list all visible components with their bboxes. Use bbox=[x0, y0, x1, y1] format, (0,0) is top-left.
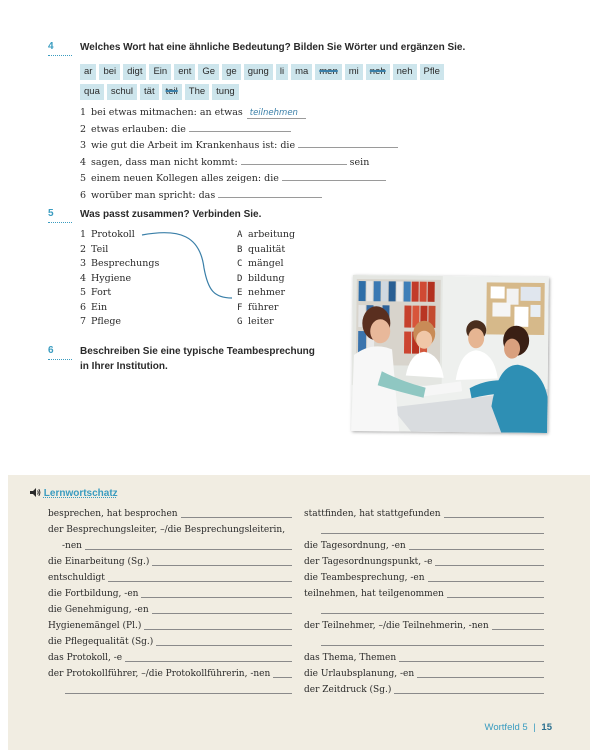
match-right-b[interactable] bbox=[237, 243, 295, 258]
item-number: 3 bbox=[80, 140, 87, 151]
item-prompt: einem neuen Kollegen alles zeigen: die bbox=[91, 173, 279, 184]
vocab-entry bbox=[48, 666, 292, 682]
vocab-blank[interactable] bbox=[65, 693, 292, 694]
vocab-term: die Tagesordnung, -en bbox=[304, 541, 406, 551]
answer-blank[interactable] bbox=[218, 187, 322, 198]
exercise-6-title-line2: in Ihrer Institution. bbox=[80, 361, 168, 372]
exercise-4-item-1 bbox=[80, 106, 398, 121]
vocabulary-heading-text: Lernwortschatz bbox=[43, 488, 118, 499]
vocab-term: das Protokoll, -e bbox=[48, 653, 123, 663]
item-prompt: etwas erlauben: die bbox=[91, 123, 186, 135]
vocab-blank[interactable] bbox=[435, 565, 544, 566]
syllable-chip: tung bbox=[212, 84, 239, 100]
item-prompt: wie gut die Arbeit im Krankenhaus ist: die bbox=[91, 140, 296, 151]
match-word: Fort bbox=[91, 287, 112, 298]
vocab-blank[interactable] bbox=[492, 629, 544, 630]
team-meeting-photo bbox=[351, 275, 549, 433]
item-number: 4 bbox=[80, 156, 87, 168]
vocab-entry bbox=[304, 602, 544, 618]
page-footer bbox=[485, 722, 552, 733]
match-right-c[interactable] bbox=[237, 257, 295, 272]
match-number: 7 bbox=[80, 316, 87, 327]
vocab-term: der Besprechungsleiter, –/die Besprechungsleiterin, bbox=[48, 525, 286, 535]
vocab-blank[interactable] bbox=[321, 645, 544, 646]
vocab-blank[interactable] bbox=[181, 517, 292, 518]
vocab-term: besprechen, hat besprochen bbox=[48, 509, 178, 519]
exercise-4-number: 4 bbox=[48, 41, 54, 52]
answer-blank[interactable] bbox=[282, 170, 386, 181]
vocab-blank[interactable] bbox=[409, 549, 544, 550]
vocab-entry bbox=[48, 586, 292, 602]
vocab-blank[interactable] bbox=[156, 645, 292, 646]
match-right-f[interactable] bbox=[237, 301, 295, 316]
syllable-chip: ge bbox=[222, 64, 241, 80]
vocab-term: stattfinden, hat stattgefunden bbox=[304, 509, 441, 519]
vocab-entry bbox=[48, 538, 292, 554]
exercise-4-item-6 bbox=[80, 187, 398, 204]
match-word: Ein bbox=[91, 301, 108, 313]
vocab-entry bbox=[48, 554, 292, 570]
vocab-term: die Genehmigung, -en bbox=[48, 605, 149, 615]
matching-connector-line bbox=[140, 228, 240, 308]
footer-section-label: Wortfeld 5 bbox=[484, 722, 528, 733]
exercise-5-title: Was passt zusammen? Verbinden Sie. bbox=[80, 209, 262, 220]
vocab-blank[interactable] bbox=[417, 677, 544, 678]
vocabulary-heading bbox=[30, 488, 118, 499]
match-word: Teil bbox=[91, 243, 109, 255]
match-left-7[interactable] bbox=[80, 315, 159, 330]
vocab-entry bbox=[304, 586, 544, 602]
page-number: 15 bbox=[541, 722, 552, 733]
vocab-blank[interactable] bbox=[428, 581, 544, 582]
match-number: 3 bbox=[80, 258, 87, 269]
match-number: 2 bbox=[80, 243, 87, 255]
syllable-chip: li bbox=[276, 64, 288, 80]
match-letter: C bbox=[237, 259, 243, 269]
match-letter: D bbox=[237, 273, 243, 284]
match-word: qualität bbox=[248, 243, 286, 255]
speaker-icon[interactable] bbox=[30, 488, 44, 499]
exercise-6-title-line1: Beschreiben Sie eine typische Teambesprechung bbox=[80, 346, 315, 357]
vocab-term: entschuldigt bbox=[48, 573, 105, 583]
item-number: 5 bbox=[80, 173, 87, 184]
syllable-chip: bei bbox=[99, 64, 120, 80]
vocab-blank[interactable] bbox=[447, 597, 544, 598]
vocab-blank[interactable] bbox=[125, 661, 292, 662]
matching-right-column bbox=[237, 228, 295, 330]
match-right-a[interactable] bbox=[237, 228, 295, 243]
syllable-chip: ma bbox=[291, 64, 312, 80]
match-letter: F bbox=[237, 302, 243, 313]
syllable-box bbox=[80, 64, 480, 104]
match-word: mängel bbox=[248, 258, 284, 269]
vocab-blank[interactable] bbox=[399, 661, 544, 662]
match-letter: A bbox=[237, 230, 243, 240]
syllable-chip: Ein bbox=[149, 64, 171, 80]
exercise-4-items bbox=[80, 106, 398, 203]
vocab-entry bbox=[48, 570, 292, 586]
syllable-chip: ent bbox=[174, 64, 195, 80]
match-number: 5 bbox=[80, 287, 87, 298]
vocab-term: der Zeitdruck (Sg.) bbox=[304, 685, 392, 695]
match-letter: G bbox=[237, 317, 243, 327]
syllable-chip: neh bbox=[393, 64, 417, 80]
vocab-term: die Teambesprechung, -en bbox=[304, 573, 425, 583]
vocab-blank[interactable] bbox=[152, 565, 292, 566]
vocab-entry bbox=[304, 506, 544, 522]
match-letter: B bbox=[237, 244, 243, 255]
match-word: bildung bbox=[248, 272, 285, 284]
answer-blank[interactable] bbox=[298, 137, 398, 148]
exercise-4-item-4 bbox=[80, 154, 398, 171]
syllable-chip: Pfle bbox=[420, 64, 444, 80]
exercise-4-item-3 bbox=[80, 137, 398, 154]
vocab-blank[interactable] bbox=[444, 517, 544, 518]
syllable-chip: qua bbox=[80, 84, 104, 100]
match-word: führer bbox=[248, 301, 279, 313]
vocab-blank[interactable] bbox=[273, 677, 292, 678]
exercise-4-item-2 bbox=[80, 121, 398, 138]
item-suffix: sein bbox=[349, 156, 370, 168]
vocab-entry bbox=[48, 522, 292, 538]
answer-blank[interactable] bbox=[189, 121, 291, 132]
item-number: 6 bbox=[80, 189, 87, 201]
vocab-blank[interactable] bbox=[108, 581, 292, 582]
syllable-chip: mi bbox=[345, 64, 363, 80]
vocab-blank[interactable] bbox=[144, 629, 292, 630]
footer-separator: | bbox=[533, 722, 536, 733]
syllable-chip: ar bbox=[80, 64, 96, 80]
syllable-chip: The bbox=[185, 84, 209, 100]
vocab-blank[interactable] bbox=[321, 613, 544, 614]
item-prompt: bei etwas mitmachen: an etwas bbox=[91, 107, 243, 118]
match-word: leiter bbox=[248, 316, 274, 327]
vocab-entry bbox=[48, 634, 292, 650]
match-word: Hygiene bbox=[91, 272, 132, 284]
vocab-entry bbox=[304, 618, 544, 634]
answer-blank[interactable] bbox=[241, 154, 347, 165]
vocab-term: die Urlaubsplanung, -en bbox=[304, 669, 415, 679]
vocab-blank[interactable] bbox=[321, 533, 544, 534]
exercise-5-number: 5 bbox=[48, 208, 54, 219]
match-word: arbeitung bbox=[248, 229, 296, 240]
syllable-chip: gung bbox=[244, 64, 273, 80]
match-word: Protokoll bbox=[91, 229, 135, 240]
match-right-d[interactable] bbox=[237, 272, 295, 287]
syllable-chip: tät bbox=[140, 84, 159, 100]
vocab-entry bbox=[304, 522, 544, 538]
match-right-e[interactable] bbox=[237, 286, 295, 301]
syllable-chip: digt bbox=[123, 64, 146, 80]
syllable-chip: teil bbox=[162, 84, 182, 100]
vocab-entry bbox=[304, 634, 544, 650]
vocab-term: der Teilnehmer, –/die Teilnehmerin, -nen bbox=[304, 621, 489, 631]
syllable-chip: schul bbox=[107, 84, 137, 100]
vocab-blank[interactable] bbox=[141, 597, 292, 598]
answer-handwritten[interactable]: teilnehmen bbox=[247, 108, 306, 119]
item-number: 2 bbox=[80, 123, 87, 135]
vocab-term: teilnehmen, hat teilgenommen bbox=[304, 589, 444, 599]
exercise-4-title: Welches Wort hat eine ähnliche Bedeutung? Bilden Sie Wörter und ergänzen Sie. bbox=[80, 42, 466, 53]
match-word: nehmer bbox=[248, 287, 286, 298]
exercise-4-item-5 bbox=[80, 170, 398, 187]
match-right-g[interactable] bbox=[237, 315, 295, 330]
match-letter: E bbox=[237, 288, 243, 298]
vocab-term: -nen bbox=[62, 541, 82, 551]
vocab-blank[interactable] bbox=[394, 693, 544, 694]
vocab-term: die Fortbildung, -en bbox=[48, 589, 139, 599]
vocab-entry bbox=[304, 538, 544, 554]
item-prompt: sagen, dass man nicht kommt: bbox=[91, 156, 238, 168]
vocab-term: der Tagesordnungspunkt, -e bbox=[304, 557, 433, 567]
vocab-entry bbox=[48, 618, 292, 634]
item-number: 1 bbox=[80, 107, 87, 118]
vocab-term: das Thema, Themen bbox=[304, 653, 397, 663]
match-number: 4 bbox=[80, 272, 87, 284]
item-prompt: worüber man spricht: das bbox=[91, 189, 216, 201]
vocab-blank[interactable] bbox=[85, 549, 292, 550]
vocab-entry bbox=[48, 682, 292, 698]
vocab-entry bbox=[304, 666, 544, 682]
vocabulary-left-column bbox=[48, 506, 292, 698]
vocab-entry bbox=[304, 554, 544, 570]
syllable-chip: men bbox=[315, 64, 341, 80]
vocab-term: die Einarbeitung (Sg.) bbox=[48, 557, 150, 567]
syllable-chip: neh bbox=[366, 64, 390, 80]
vocab-entry bbox=[48, 650, 292, 666]
match-word: Pflege bbox=[91, 316, 122, 327]
vocab-term: Hygienemängel (Pl.) bbox=[48, 621, 142, 631]
vocabulary-right-column bbox=[304, 506, 544, 698]
match-number: 1 bbox=[80, 229, 87, 240]
vocab-entry bbox=[48, 506, 292, 522]
vocab-entry bbox=[304, 570, 544, 586]
vocab-blank[interactable] bbox=[152, 613, 292, 614]
match-word: Besprechungs bbox=[91, 258, 160, 269]
vocab-entry bbox=[48, 602, 292, 618]
syllable-chip: Ge bbox=[198, 64, 219, 80]
vocab-term: der Protokollführer, –/die Protokollführerin, -nen bbox=[48, 669, 271, 679]
vocab-entry bbox=[304, 682, 544, 698]
exercise-6-number: 6 bbox=[48, 345, 54, 356]
match-number: 6 bbox=[80, 301, 87, 313]
vocab-entry bbox=[304, 650, 544, 666]
vocab-term: die Pflegequalität (Sg.) bbox=[48, 637, 154, 647]
